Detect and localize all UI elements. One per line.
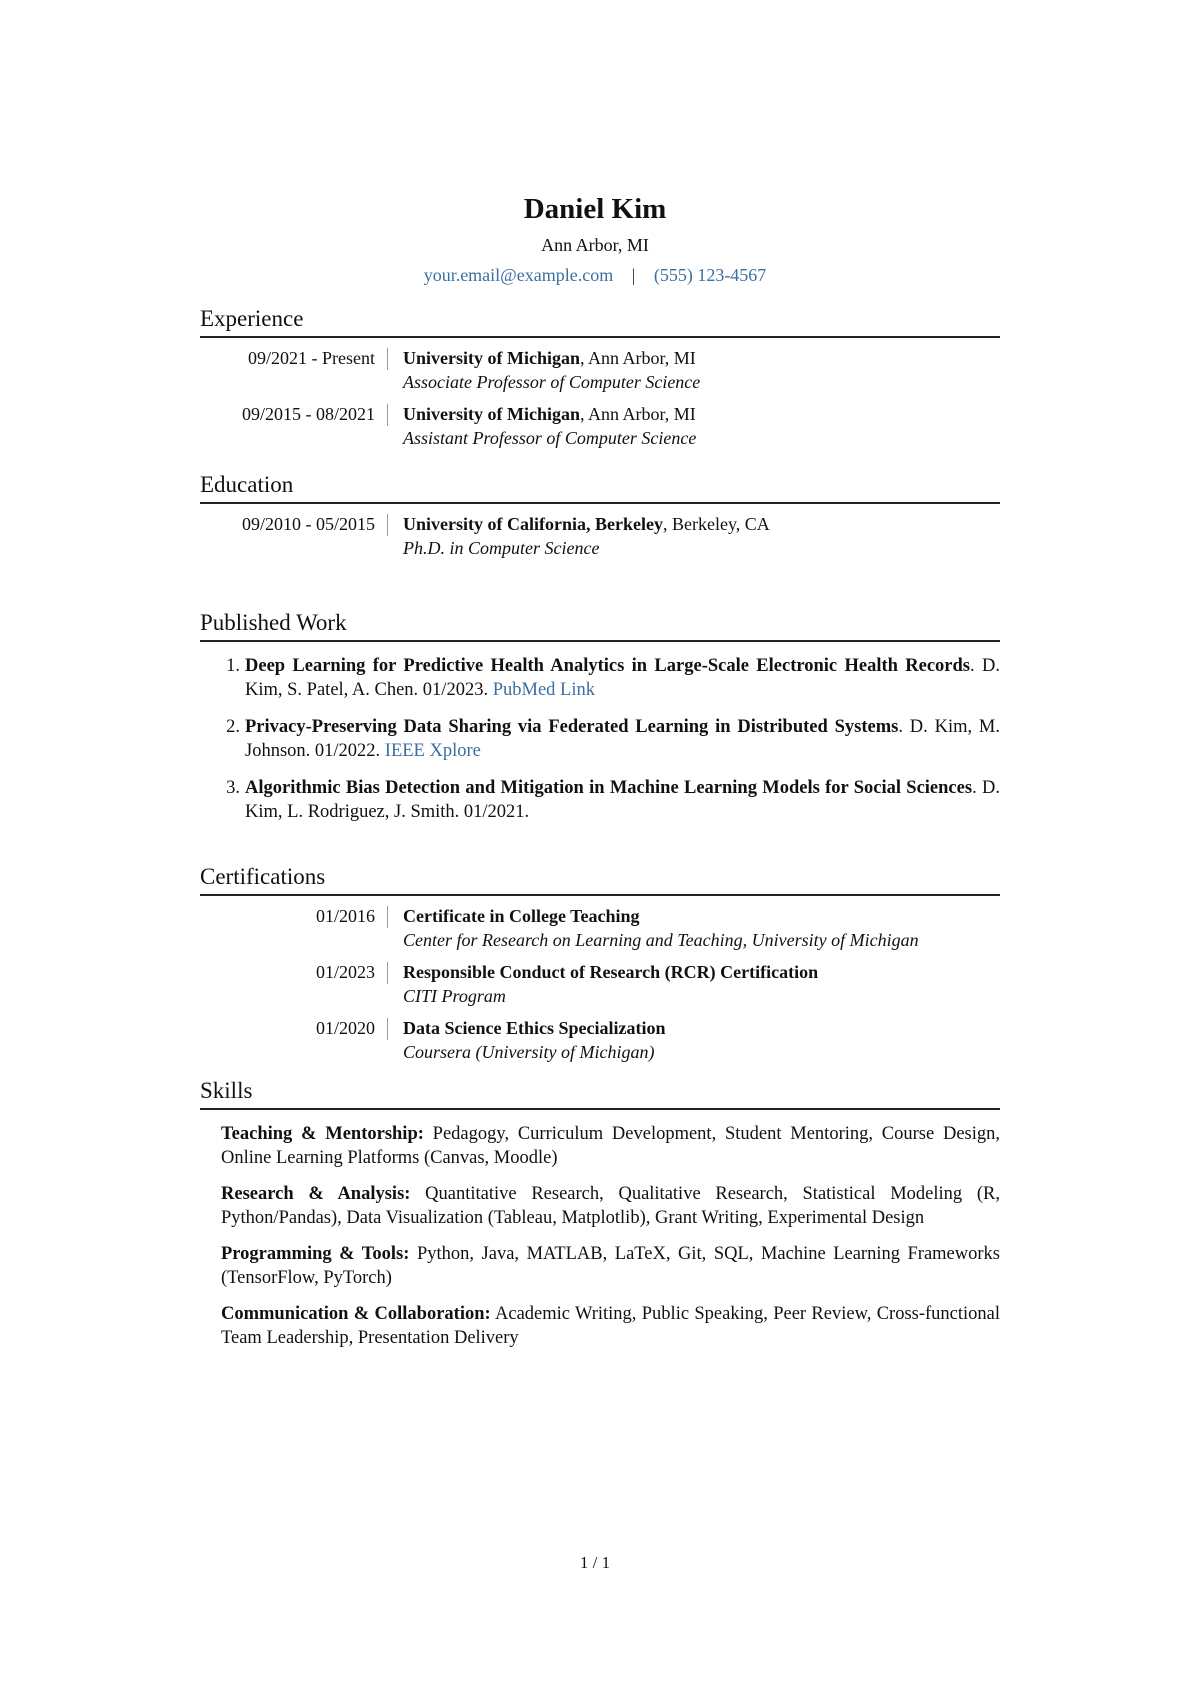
entry-date: 09/2010 - 05/2015 (242, 514, 375, 534)
entry-date: 09/2015 - 08/2021 (242, 404, 375, 424)
skill-text: Academic Writing, Public Speaking, Peer Review, Cross-functional Team Leadership, Presentation Delivery (221, 1304, 1001, 1348)
email-link[interactable]: your.email@example.com (423, 265, 614, 285)
certification-issuer: CITI Program (403, 986, 506, 1006)
skill-item (221, 1182, 1000, 1230)
skill-item (221, 1242, 1000, 1290)
certification-issuer: Coursera (University of Michigan) (403, 1042, 655, 1062)
publication-item (200, 654, 1000, 702)
entry-divider (387, 514, 388, 536)
publication-number: 2. (226, 717, 240, 737)
publication-details: . D. Kim, L. Rodriguez, J. Smith. 01/2021. (245, 778, 1000, 822)
publication-link[interactable]: IEEE Xplore (384, 741, 481, 761)
entry-role: Ph.D. in Computer Science (403, 538, 600, 558)
publication-item (200, 776, 1000, 824)
section-divider (200, 894, 1000, 896)
skill-label: Communication & Collaboration: (221, 1304, 491, 1324)
education-entry (200, 512, 1000, 560)
entry-date: 01/2016 (315, 906, 375, 926)
skill-label: Research & Analysis: (221, 1184, 411, 1204)
contact-separator: | (631, 265, 636, 285)
publication-title: Algorithmic Bias Detection and Mitigation in Machine Learning Models for Social Sciences (245, 778, 973, 798)
skill-text: Pedagogy, Curriculum Development, Student Mentoring, Course Design, Online Learning Platforms (Canvas, Moodle) (221, 1124, 1000, 1168)
published-work-section (200, 608, 1000, 837)
section-title: Education (200, 472, 294, 497)
section-divider (200, 502, 1000, 504)
resume-header (0, 189, 1190, 287)
publication-number: 1. (226, 656, 240, 676)
section-title: Skills (200, 1078, 253, 1103)
publication-details: . D. Kim, S. Patel, A. Chen. 01/2023. (245, 656, 1000, 700)
publication-title: Deep Learning for Predictive Health Analytics in Large-Scale Electronic Health Records (245, 656, 971, 676)
skill-label: Programming & Tools: (221, 1244, 410, 1264)
phone-link[interactable]: (555) 123-4567 (653, 265, 767, 285)
entry-date: 01/2020 (315, 1018, 375, 1038)
certification-entry (200, 1016, 1000, 1064)
publication-list (200, 654, 1000, 824)
entry-divider (387, 906, 388, 928)
certification-name: Responsible Conduct of Research (RCR) Certification (403, 962, 819, 982)
publication-details: . D. Kim, M. Johnson. 01/2022. (245, 717, 1000, 761)
section-title: Experience (200, 306, 304, 331)
experience-entry (200, 346, 1000, 394)
entry-divider (387, 404, 388, 426)
publication-link[interactable]: PubMed Link (492, 680, 595, 700)
skill-item (221, 1122, 1000, 1170)
skills-section (200, 1076, 1000, 1362)
entry-role: Associate Professor of Computer Science (403, 372, 701, 392)
skill-text: Python, Java, MATLAB, LaTeX, Git, SQL, Machine Learning Frameworks (TensorFlow, PyTorch) (221, 1244, 1000, 1288)
education-section (200, 470, 1000, 560)
entry-date: 01/2023 (315, 962, 375, 982)
section-divider (200, 336, 1000, 338)
section-divider (200, 1108, 1000, 1110)
skill-text: Quantitative Research, Qualitative Research, Statistical Modeling (R, Python/Pandas), Data Visualization (Tableau, Matplotlib), Grant Writing, Experimental Design (221, 1184, 1000, 1228)
entry-place: , Ann Arbor, MI (580, 404, 696, 424)
certification-entry (200, 960, 1000, 1008)
certifications-section (200, 862, 1000, 1064)
entry-organization: University of Michigan (403, 348, 580, 368)
publication-number: 3. (226, 778, 240, 798)
page-number: 1 / 1 (579, 1553, 611, 1572)
experience-entry (200, 402, 1000, 450)
publication-item (200, 715, 1000, 763)
skill-label: Teaching & Mentorship: (221, 1124, 424, 1144)
entry-divider (387, 962, 388, 984)
section-title: Certifications (200, 864, 326, 889)
entry-role: Assistant Professor of Computer Science (403, 428, 697, 448)
entry-organization: University of Michigan (403, 404, 580, 424)
contact-line (0, 263, 1190, 287)
location: Ann Arbor, MI (541, 235, 649, 255)
certification-entry (200, 904, 1000, 952)
section-title: Published Work (200, 610, 347, 635)
entry-divider (387, 348, 388, 370)
entry-divider (387, 1018, 388, 1040)
entry-date: 09/2021 - Present (248, 348, 375, 368)
section-divider (200, 640, 1000, 642)
person-name: Daniel Kim (523, 193, 667, 225)
skills-list (200, 1122, 1000, 1350)
certification-name: Certificate in College Teaching (403, 906, 640, 926)
entry-organization: University of California, Berkeley (403, 514, 663, 534)
certification-name: Data Science Ethics Specialization (403, 1018, 666, 1038)
publication-title: Privacy-Preserving Data Sharing via Federated Learning in Distributed Systems (245, 717, 899, 737)
entry-place: , Ann Arbor, MI (580, 348, 696, 368)
experience-section (200, 304, 1000, 450)
certification-issuer: Center for Research on Learning and Teaching, University of Michigan (403, 930, 919, 950)
skill-item (221, 1302, 1000, 1350)
entry-place: , Berkeley, CA (662, 514, 770, 534)
